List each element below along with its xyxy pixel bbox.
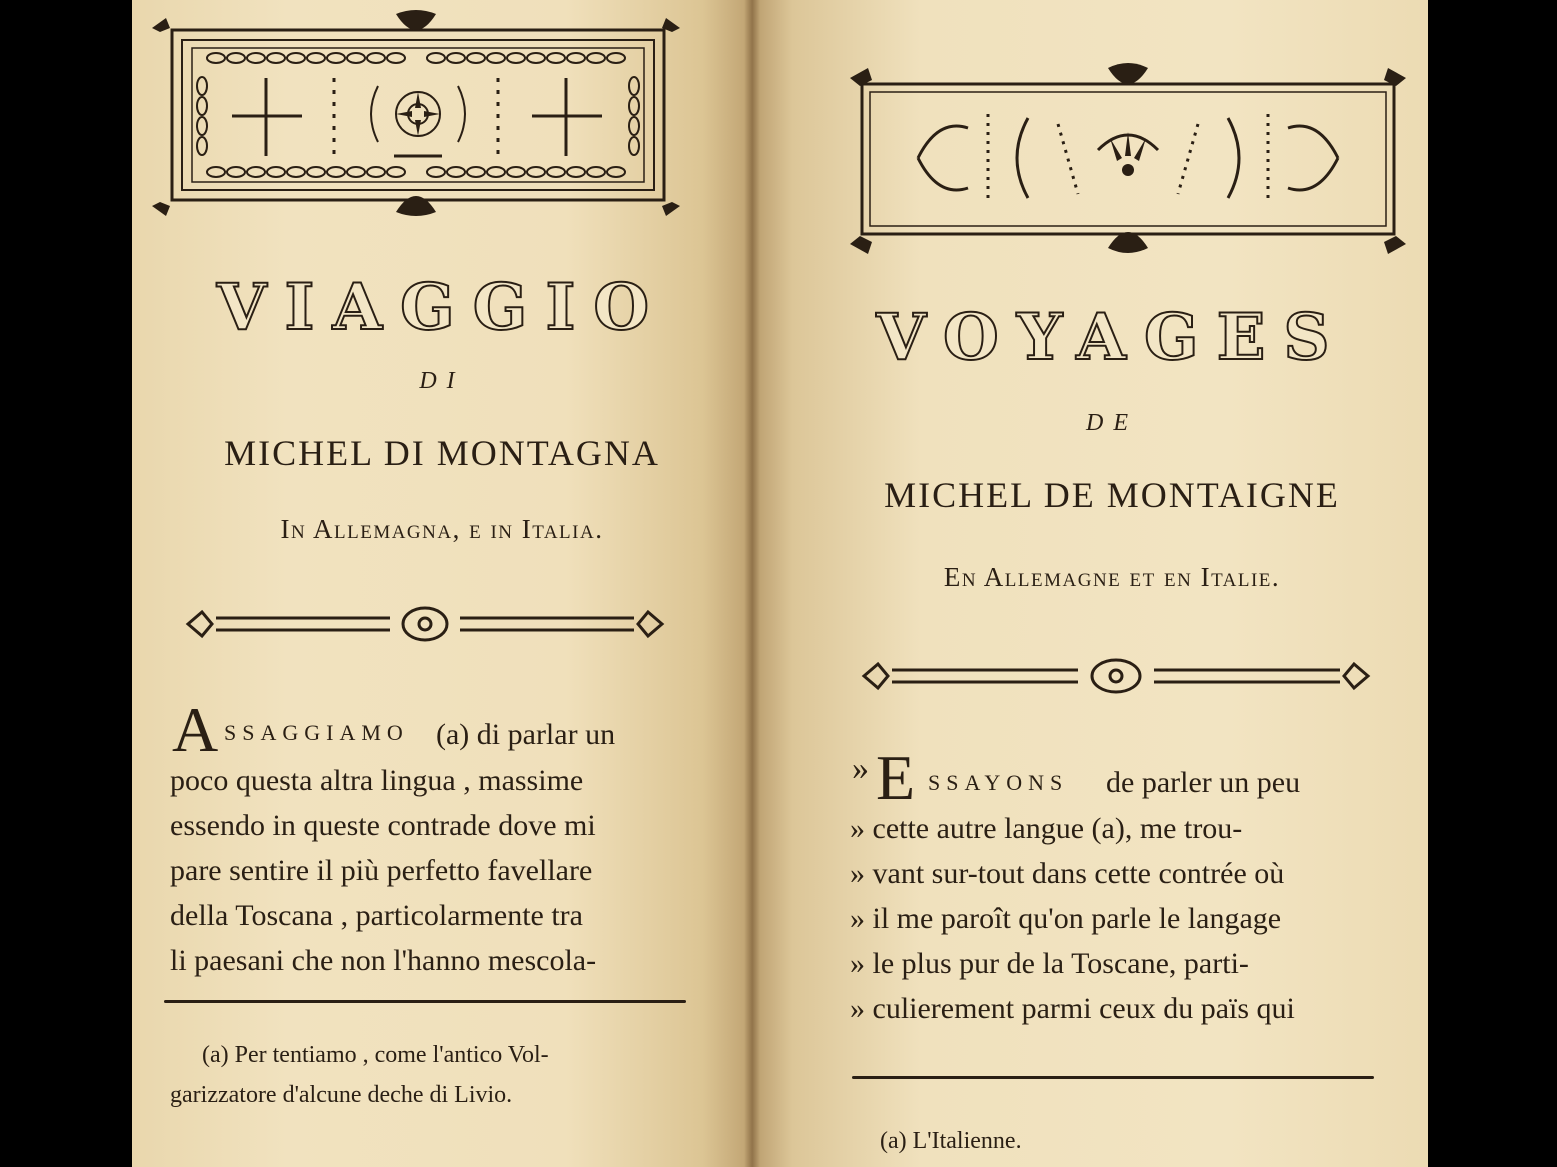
dropcap-a: A — [172, 694, 219, 765]
body-line-4-left: pare sentire il più perfetto favellare — [170, 854, 593, 887]
book-gutter — [744, 0, 760, 1167]
footnote-line-1-right: (a) L'Italienne. — [880, 1128, 1022, 1154]
body-line-3-left: essendo in queste contrade dove mi — [170, 809, 596, 842]
divider-ornament-left — [180, 600, 670, 648]
divider-ornament-right — [856, 652, 1376, 700]
body-line-5-right: » le plus pur de la Toscane, parti- — [850, 947, 1249, 980]
quote-mark: » — [852, 750, 869, 787]
first-word-right: SSAYONS — [928, 770, 1069, 795]
footnote-rule-right — [852, 1076, 1374, 1079]
subtitle-de: DE — [1086, 410, 1138, 436]
dropcap-e: E — [876, 742, 916, 813]
footnote-line-2-left: garizzatore d'alcune deche di Livio. — [170, 1082, 513, 1108]
headpiece-ornament-left — [146, 6, 686, 220]
title-viaggio: VIAGGIO — [216, 270, 668, 345]
author-name-left: MICHEL DI MONTAGNA — [224, 433, 660, 473]
body-line-6-right: » culierement parmi ceux du païs qui — [850, 992, 1295, 1025]
body-line-1-right: de parler un peu — [1106, 766, 1301, 799]
locations-left: In Allemagna, e in Italia. — [280, 514, 604, 544]
locations-right: En Allemagne et en Italie. — [943, 562, 1281, 592]
subtitle-di: DI — [419, 368, 465, 394]
first-word-left: SSAGGIAMO — [224, 720, 409, 745]
footnote-line-1-left: (a) Per tentiamo , come l'antico Vol- — [202, 1042, 549, 1068]
headpiece-ornament-right — [848, 58, 1408, 258]
body-line-2-right: » cette autre langue (a), me trou- — [850, 812, 1243, 845]
author-name-right: MICHEL DE MONTAIGNE — [884, 475, 1340, 515]
body-line-5-left: della Toscana , particolarmente tra — [170, 899, 583, 932]
right-page — [752, 0, 1428, 1167]
body-line-6-left: li paesani che non l'hanno mescola- — [170, 944, 597, 977]
left-page — [132, 0, 752, 1167]
body-line-4-right: » il me paroît qu'on parle le langage — [850, 902, 1282, 935]
footnote-rule-left — [164, 1000, 686, 1003]
body-line-2-left: poco questa altra lingua , massime — [170, 764, 584, 797]
body-line-1-left: (a) di parlar un — [436, 718, 616, 751]
title-voyages: VOYAGES — [876, 300, 1348, 375]
body-line-3-right: » vant sur-tout dans cette contrée où — [850, 857, 1285, 890]
